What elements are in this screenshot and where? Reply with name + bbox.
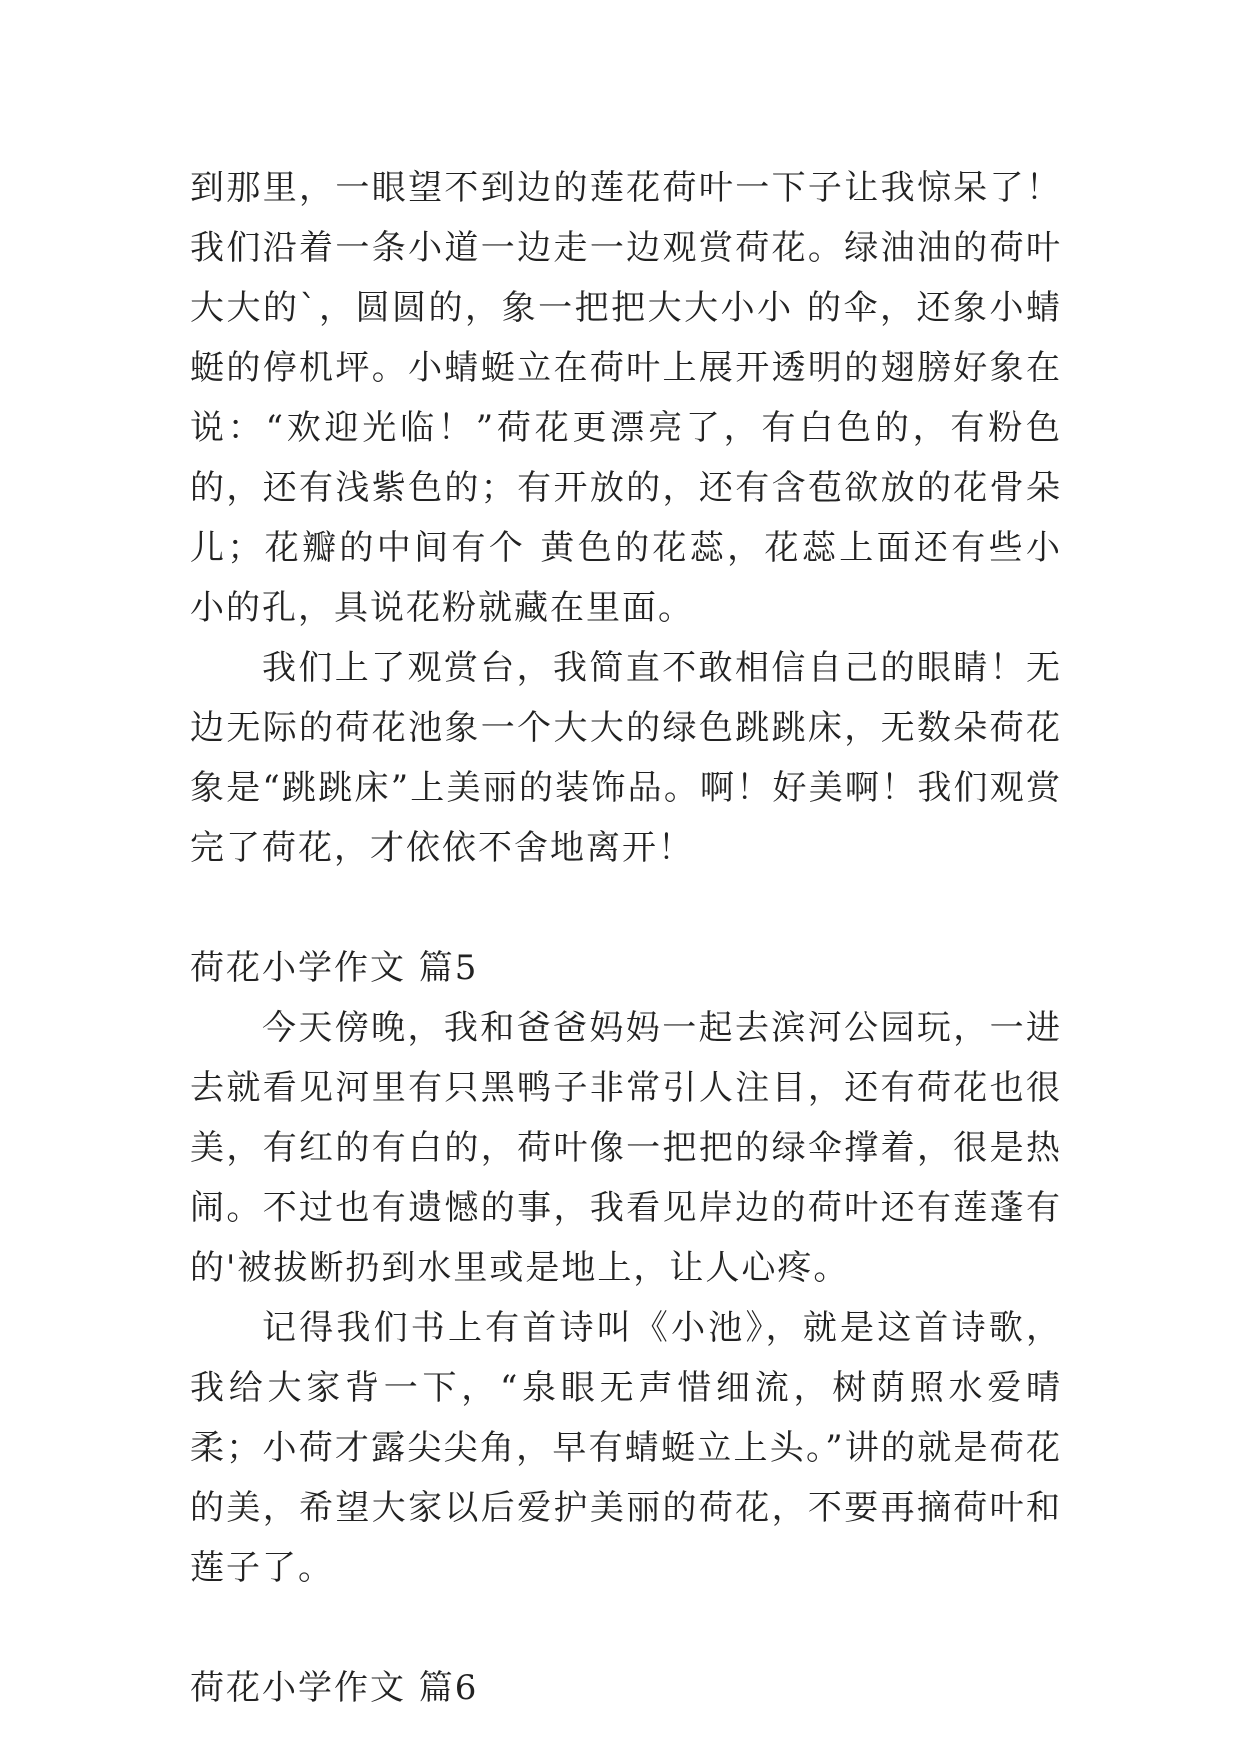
document-body [190, 158, 1062, 1718]
section-heading-6: 荷花小学作文 篇6 [190, 1668, 479, 1708]
paragraph-xiaochi-poem: 记得我们书上有首诗叫《小池》，就是这首诗歌，我给大家背一下，“泉眼无声惜细流，树荫照水爱晴柔；小荷才露尖尖角，早有蜻蜓立上头。”讲的就是荷花的美，希望大家以后爱护美丽的荷花，不要再摘荷叶和莲子了。 [190, 1308, 1062, 1588]
paragraph-viewing-platform: 我们上了观赏台，我简直不敢相信自己的眼睛！无边无际的荷花池象一个大大的绿色跳跳床，无数朵荷花象是“跳跳床”上美丽的装饰品。啊！好美啊！我们观赏完了荷花，才依依不舍地离开！ [190, 648, 1062, 868]
paragraph-binhe-park: 今天傍晚，我和爸爸妈妈一起去滨河公园玩，一进去就看见河里有只黑鸭子非常引人注目，还有荷花也很美，有红的有白的，荷叶像一把把的绿伞撑着，很是热闹。不过也有遗憾的事，我看见岸边的荷叶还有莲蓬有的'被拔断扔到水里或是地上，让人心疼。 [190, 1008, 1062, 1288]
section-heading-5: 荷花小学作文 篇5 [190, 948, 479, 988]
paragraph-lotus-pond-visit: 到那里，一眼望不到边的莲花荷叶一下子让我惊呆了！我们沿着一条小道一边走一边观赏荷花。绿油油的荷叶大大的`，圆圆的，象一把把大大小小 的伞，还象小蜻蜓的停机坪。小蜻蜓立在荷叶上展开透明的翅膀好象在说：“欢迎光临！”荷花更漂亮了，有白色的，有粉色的，还有浅紫色的；有开放的，还有含苞欲放的花骨朵儿；花瓣的中间有个 黄色的花蕊，花蕊上面还有些小小的孔，具说花粉就藏在里面。 [190, 168, 1062, 628]
